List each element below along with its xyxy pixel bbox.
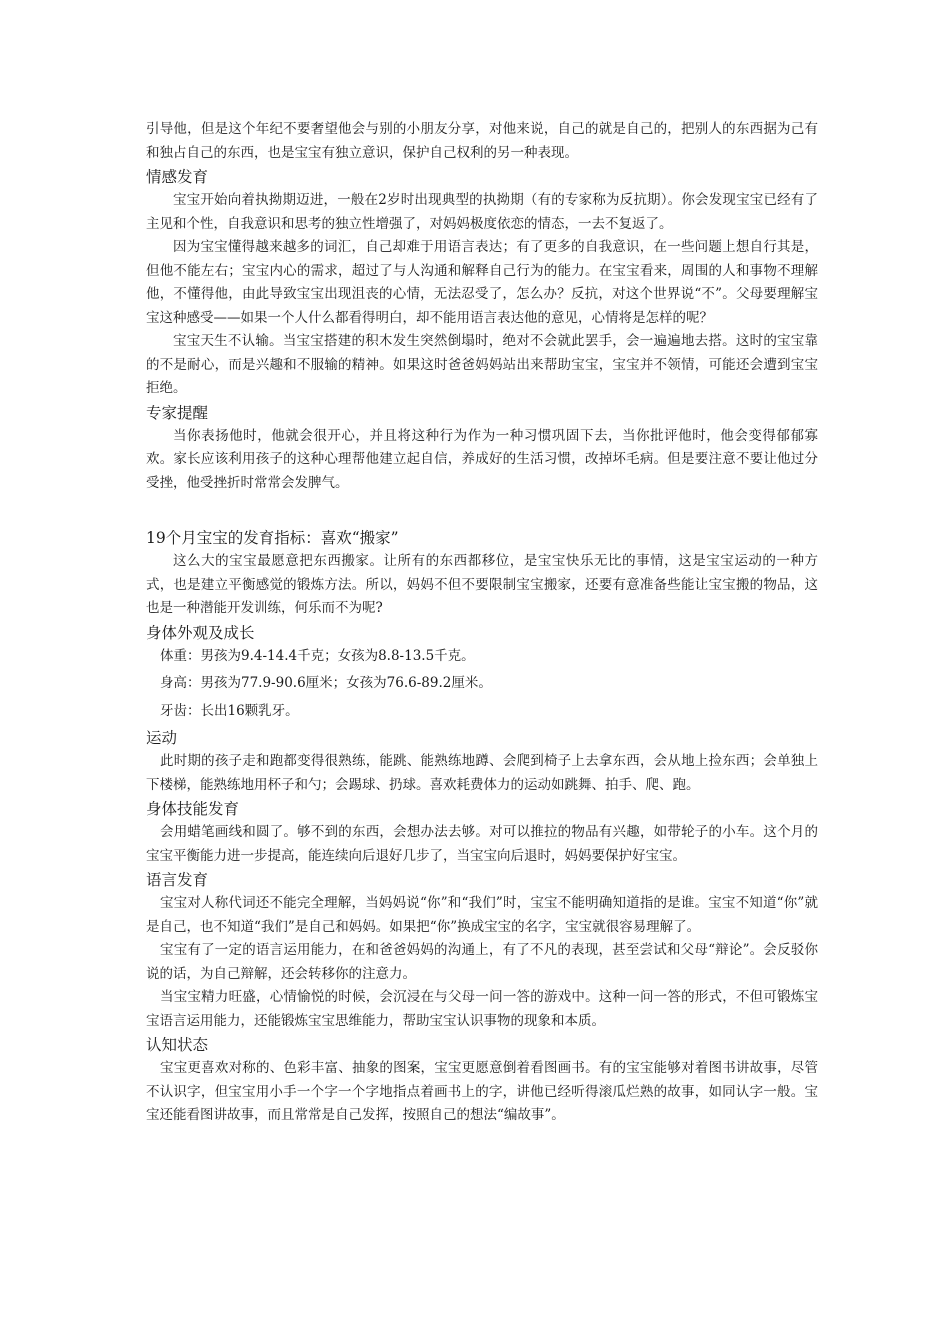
emotion-heading: 情感发育: [146, 168, 209, 186]
body-weight: 体重：男孩为9.4-14.4千克；女孩为8.8-13.5千克。: [160, 647, 475, 664]
cognition-heading: 认知状态: [146, 1036, 209, 1054]
language-heading: 语言发育: [146, 871, 209, 889]
motion-paragraph: 此时期的孩子走和跑都变得很熟练，能跳、能熟练地蹲、会爬到椅子上去拿东西，会从地上捡东西；会单独上下楼梯，能熟练地用杯子和勺；会踢球、扔球。喜欢耗费体力的运动如跳舞、拍手、爬、跑。: [146, 753, 818, 793]
body-heading: 身体外观及成长: [146, 623, 255, 642]
language-paragraph-2: 宝宝有了一定的语言运用能力，在和爸爸妈妈的沟通上，有了不凡的表现，甚至尝试和父母“辩论”。会反驳你说的话，为自己辩解，还会转移你的注意力。: [146, 942, 818, 982]
month19-paragraph: 这么大的宝宝最愿意把东西搬家。让所有的东西都移位，是宝宝快乐无比的事情，这是宝宝运动的一种方式，也是建立平衡感觉的锻炼方法。所以，妈妈不但不要限制宝宝搬家，还要有意准备些能让宝宝搬的物品，这也是一种潜能开发训练，何乐而不为呢?: [146, 553, 818, 616]
expert-heading: 专家提醒: [146, 403, 209, 422]
document-page: [146, 118, 818, 1128]
language-paragraph-1: 宝宝对人称代词还不能完全理解，当妈妈说“你”和“我们”时，宝宝不能明确知道指的是谁。宝宝不知道“你”就是自己，也不知道“我们”是自己和妈妈。如果把“你”换成宝宝的名字，宝宝就很容易理解了。: [146, 895, 818, 935]
emotion-paragraph-3: 宝宝天生不认输。当宝宝搭建的积木发生突然倒塌时，绝对不会就此罢手，会一遍遍地去搭。这时的宝宝靠的不是耐心，而是兴趣和不服输的精神。如果这时爸爸妈妈站出来帮助宝宝，宝宝并不领情，可能还会遭到宝宝拒绝。: [146, 333, 818, 396]
motion-heading: 运动: [146, 729, 178, 747]
emotion-paragraph-2: 因为宝宝懂得越来越多的词汇，自己却难于用语言表达；有了更多的自我意识，在一些问题上想自行其是，但他不能左右；宝宝内心的需求，超过了与人沟通和解释自己行为的能力。在宝宝看来，周围的人和事物不理解他，不懂得他，由此导致宝宝出现沮丧的心情，无法忍受了，怎么办？反抗，对这个世界说“不”。父母要理解宝宝这种感受——如果一个人什么都看得明白，却不能用语言表达他的意见，心情将是怎样的呢？: [146, 239, 818, 326]
section-gap: [146, 495, 818, 521]
skills-heading: 身体技能发育: [146, 800, 240, 818]
body-teeth: 牙齿：长出16颗乳牙。: [160, 702, 299, 719]
language-paragraph-3: 当宝宝精力旺盛，心情愉悦的时候，会沉浸在与父母一问一答的游戏中。这种一问一答的形式，不但可锻炼宝宝语言运用能力，还能锻炼宝宝思维能力，帮助宝宝认识事物的现象和本质。: [146, 989, 818, 1029]
skills-paragraph: 会用蜡笔画线和圆了。够不到的东西，会想办法去够。对可以推拉的物品有兴趣，如带轮子的小车。这个月的宝宝平衡能力进一步提高，能连续向后退好几步了，当宝宝向后退时，妈妈要保护好宝宝。: [146, 824, 818, 864]
emotion-paragraph-1: 宝宝开始向着执拗期迈进，一般在2岁时出现典型的执拗期（有的专家称为反抗期）。你会发现宝宝已经有了主见和个性，自我意识和思考的独立性增强了，对妈妈极度依恋的情态，一去不复返了。: [146, 192, 818, 232]
month19-title: 19个月宝宝的发育指标：喜欢“搬家”: [146, 529, 399, 547]
body-height: 身高：男孩为77.9-90.6厘米；女孩为76.6-89.2厘米。: [160, 675, 492, 691]
expert-paragraph: 当你表扬他时，他就会很开心，并且将这种行为作为一种习惯巩固下去，当你批评他时，他会变得郁郁寡欢。家长应该利用孩子的这种心理帮他建立起自信，养成好的生活习惯，改掉坏毛病。但是要注意不要让他过分受挫，他受挫折时常常会发脾气。: [146, 427, 818, 491]
intro-paragraph: 引导他，但是这个年纪不要奢望他会与别的小朋友分享，对他来说，自己的就是自己的，把别人的东西据为己有和独占自己的东西，也是宝宝有独立意识，保护自己权利的另一种表现。: [146, 121, 818, 161]
cognition-paragraph: 宝宝更喜欢对称的、色彩丰富、抽象的图案，宝宝更愿意倒着看图画书。有的宝宝能够对着图书讲故事，尽管不认识字，但宝宝用小手一个字一个字地指点着画书上的字，讲他已经听得滚瓜烂熟的故事，如同认字一般。宝宝还能看图讲故事，而且常常是自己发挥，按照自己的想法“编故事”。: [146, 1060, 818, 1123]
